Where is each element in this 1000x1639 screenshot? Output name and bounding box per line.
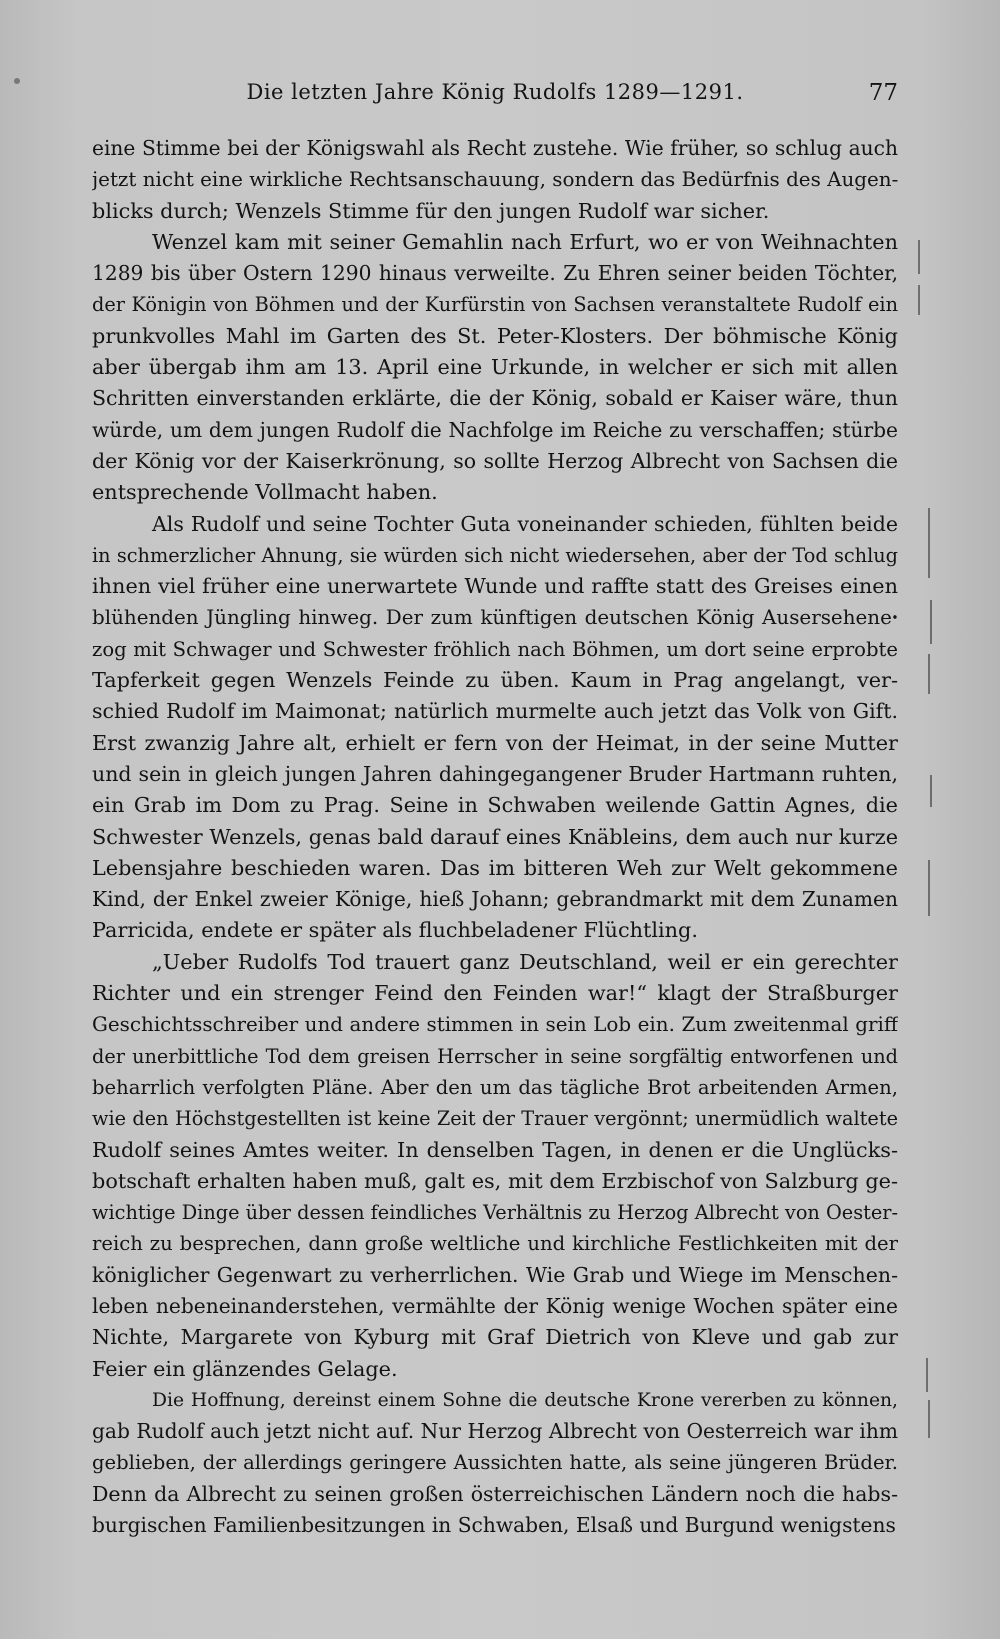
text-line: Nichte, Margarete von Kyburg mit Graf Dietrich von Kleve und gab zur — [92, 1325, 898, 1350]
page-number: 77 — [868, 80, 898, 106]
text-line: entsprechende Vollmacht haben. — [92, 480, 438, 505]
text-line: beharrlich verfolgten Pläne. Aber den um das tägliche Brot arbeitenden Armen, — [92, 1075, 898, 1099]
text-line: Schritten einverstanden erklärte, die der König, sobald er Kaiser wäre, thun — [92, 386, 898, 411]
paragraph — [92, 947, 898, 1385]
text-line: Parricida, endete er später als fluchbeladener Flüchtling. — [92, 918, 698, 943]
text-line: ein Grab im Dom zu Prag. Seine in Schwaben weilende Gattin Agnes, die — [92, 793, 898, 818]
text-line: zog mit Schwager und Schwester fröhlich nach Böhmen, um dort seine erprobte — [92, 637, 898, 661]
margin-mark — [930, 775, 932, 807]
margin-mark — [930, 600, 932, 644]
text-line: Die Hoffnung, dereinst einem Sohne die deutsche Krone vererben zu können, — [152, 1389, 898, 1411]
text-line: Als Rudolf und seine Tochter Guta voneinander schieden, fühlten beide — [152, 511, 898, 536]
running-title: Die letzten Jahre König Rudolfs 1289—1291. — [246, 80, 744, 104]
text-line: blühenden Jüngling hinweg. Der zum künftigen deutschen König Auserseheneꞏ — [92, 606, 898, 630]
paragraph — [92, 227, 898, 509]
text-line: gab Rudolf auch jetzt nicht auf. Nur Herzog Albrecht von Oesterreich war ihm — [92, 1419, 898, 1444]
text-line: botschaft erhalten haben muß, galt es, mit dem Erzbischof von Salzburg ge- — [92, 1168, 898, 1193]
margin-mark — [928, 1400, 930, 1438]
text-line: aber übergab ihm am 13. April eine Urkunde, in welcher er sich mit allen — [92, 355, 898, 380]
text-line: Kind, der Enkel zweier Könige, hieß Johann; gebrandmarkt mit dem Zunamen — [92, 887, 898, 912]
text-line: geblieben, der allerdings geringere Aussichten hatte, als seine jüngeren Brüder. — [92, 1451, 898, 1475]
page-header — [92, 80, 898, 120]
text-line: der unerbittliche Tod dem greisen Herrscher in seine sorgfältig entworfenen und — [92, 1044, 898, 1068]
text-line: Schwester Wenzels, genas bald darauf eines Knäbleins, dem auch nur kurze — [92, 824, 898, 849]
text-line: Tapferkeit gegen Wenzels Feinde zu üben. Kaum in Prag angelangt, ver- — [92, 668, 898, 693]
margin-mark — [928, 860, 930, 916]
margin-mark — [918, 240, 920, 274]
text-line: wichtige Dinge über dessen feindliches Verhältnis zu Herzog Albrecht von Oester- — [92, 1201, 898, 1225]
scan-speck — [14, 78, 20, 84]
margin-mark — [928, 654, 930, 694]
text-line: in schmerzlicher Ahnung, sie würden sich nicht wiedersehen, aber der Tod schlug — [92, 543, 898, 567]
text-line: ihnen viel früher eine unerwartete Wunde und raffte statt des Greises einen — [92, 574, 898, 599]
text-line: Richter und ein strenger Feind den Feinden war!“ klagt der Straßburger — [92, 981, 898, 1006]
margin-mark — [928, 508, 930, 578]
text-line: Erst zwanzig Jahre alt, erhielt er fern von der Heimat, in der seine Mutter — [92, 730, 898, 755]
text-line: leben nebeneinanderstehen, vermählte der König wenige Wochen später eine — [92, 1293, 898, 1318]
text-line: reich zu besprechen, dann große weltliche und kirchliche Festlichkeiten mit der — [92, 1232, 898, 1256]
text-line: Wenzel kam mit seiner Gemahlin nach Erfurt, wo er von Weihnachten — [152, 229, 898, 254]
text-line: Denn da Albrecht zu seinen großen österreichischen Ländern noch die habs- — [92, 1481, 898, 1506]
text-line: Lebensjahre beschieden waren. Das im bitteren Weh zur Welt gekommene — [92, 855, 898, 880]
text-line: Geschichtsschreiber und andere stimmen in sein Lob ein. Zum zweitenmal griff — [92, 1013, 898, 1037]
paragraph — [92, 133, 898, 227]
paragraph — [92, 1385, 898, 1541]
paragraph — [92, 509, 898, 947]
text-line: und sein in gleich jungen Jahren dahingegangener Bruder Hartmann ruhten, — [92, 761, 898, 786]
text-line: der König vor der Kaiserkrönung, so sollte Herzog Albrecht von Sachsen die — [92, 448, 898, 473]
text-line: 1289 bis über Ostern 1290 hinaus verweilte. Zu Ehren seiner beiden Töchter, — [92, 261, 898, 286]
text-line: blicks durch; Wenzels Stimme für den jungen Rudolf war sicher. — [92, 198, 770, 223]
text-line: wie den Höchstgestellten ist keine Zeit der Trauer vergönnt; unermüdlich waltete — [92, 1107, 898, 1131]
text-line: der Königin von Böhmen und der Kurfürstin von Sachsen veranstaltete Rudolf ein — [92, 293, 898, 317]
text-line: Feier ein glänzendes Gelage. — [92, 1356, 398, 1381]
margin-mark — [918, 285, 920, 315]
text-line: prunkvolles Mahl im Garten des St. Peter-Klosters. Der böhmische König — [92, 323, 898, 348]
text-line: Rudolf seines Amtes weiter. In denselben Tagen, in denen er die Unglücks- — [92, 1137, 898, 1162]
text-line: schied Rudolf im Maimonat; natürlich murmelte auch jetzt das Volk von Gift. — [92, 699, 898, 724]
text-line: burgischen Familienbesitzungen in Schwaben, Elsaß und Burgund wenigstens — [92, 1513, 896, 1538]
body-text — [92, 133, 898, 1541]
text-line: eine Stimme bei der Königswahl als Recht zustehe. Wie früher, so schlug auch — [92, 136, 898, 160]
text-line: jetzt nicht eine wirkliche Rechtsanschauung, sondern das Bedürfnis des Augen- — [92, 168, 898, 192]
text-line: „Ueber Rudolfs Tod trauert ganz Deutschland, weil er ein gerechter — [152, 949, 898, 974]
margin-mark — [926, 1358, 928, 1392]
text-line: königlicher Gegenwart zu verherrlichen. Wie Grab und Wiege im Menschen- — [92, 1262, 898, 1287]
text-line: würde, um dem jungen Rudolf die Nachfolge im Reiche zu verschaffen; stürbe — [92, 417, 898, 442]
